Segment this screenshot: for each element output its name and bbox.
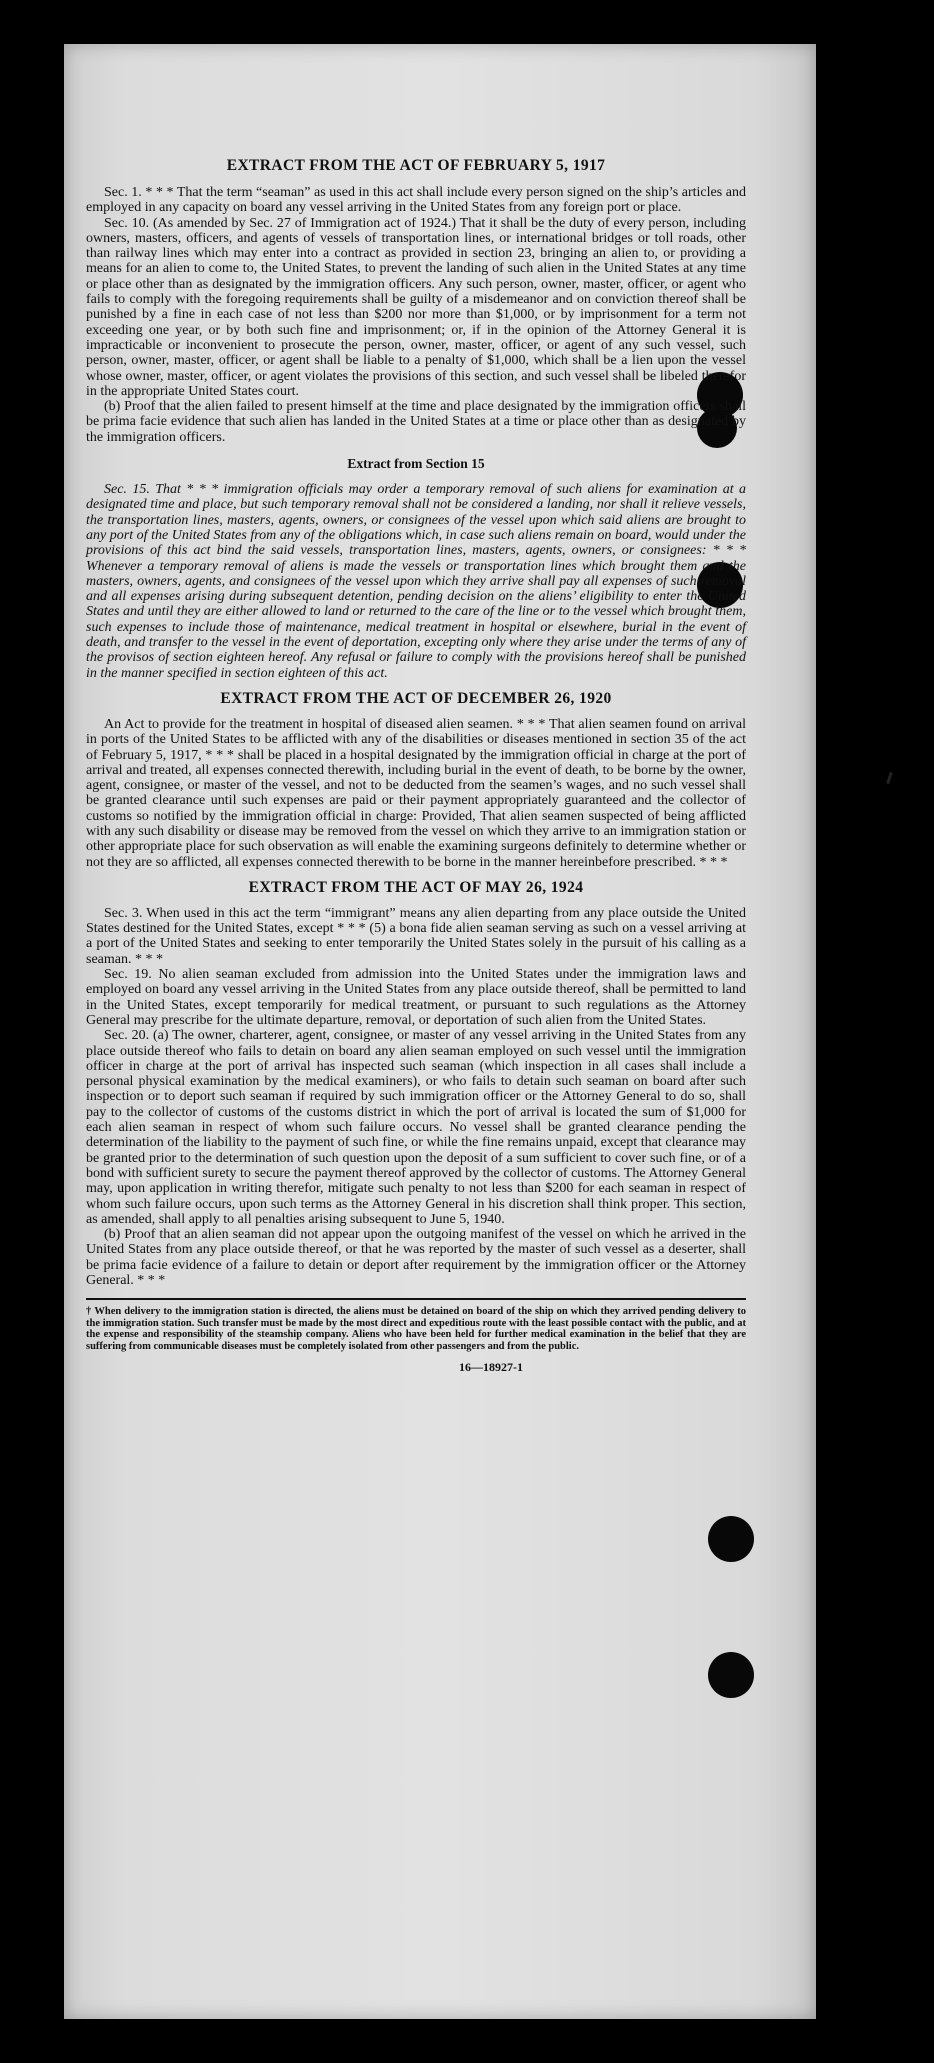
paragraph-sec-15: Sec. 15. That * * * immigration officials may order a temporary removal of such aliens for examination at a designated time and place, but such temporary removal shall not be considered a landing, nor shall it relieve vessels, the transportation lines, masters, agents, owners, or consignees of the vessel upon which said aliens are brought to any port of the United States from any of the obligations which, in case such aliens remain on board, would under the provisions of this act bind the said vessels, transportation lines, masters, agents, owners, or consignees: * * * Whenever a temporary removal of aliens is made the vessels or transportation lines which brought them and the masters, owners, agents, and consignees of the vessel upon which they arrive shall pay all expenses of such removal and all expenses arising during subsequent detention, pending decision on the aliens’ eligibility to enter the United States and until they are either allowed to land or returned to the care of the line or to the vessel which brought them, such expenses to include those of maintenance, medical treatment in hospital or elsewhere, burial in the event of death, and transfer to the vessel in the event of deportation, excepting only where they arise under the terms of any of the provisos of section eighteen hereof. Any refusal or failure to comply with the provisions hereof shall be punished in the manner specified in section eighteen of this act.	[86, 482, 746, 681]
paragraph-act-1920: An Act to provide for the treatment in hospital of diseased alien seamen. * * * That alien seamen found on arrival in ports of the United States to be afflicted with any of the disabilities or diseases mentioned in section 35 of the act of February 5, 1917, * * * shall be placed in a hospital designated by the immigration official in charge at the port of arrival and treated, all expenses connected therewith, including burial in the event of death, to be borne by the owner, agent, consignee, or master of the vessel, and not to be deducted from the seamen’s wages, and no such vessel shall be granted clearance until such expenses are paid or their payment appropriately guaranteed and the collector of customs so notified by the immigration official in charge: Provided, That alien seamen suspected of being afflicted with any such disability or disease may be removed from the vessel on which they arrive to an immigration station or other appropriate place for such observation as will enable the examining surgeons definitely to determine whether or not they are so afflicted, all expenses connected therewith to be borne in the manner hereinbefore prescribed. * * *	[86, 716, 746, 870]
paper-mark	[886, 772, 893, 784]
paragraph-sec-10-b: (b) Proof that the alien failed to present himself at the time and place designated by the immigration officers shall be prima facie evidence that such alien has landed in the United States at a time or place other than as designated by the immigration officers.	[86, 399, 746, 445]
form-number: 16—18927-1	[459, 1360, 523, 1375]
paragraph-sec-1: Sec. 1. * * * That the term “seaman” as used in this act shall include every person signed on the ship’s articles and employed in any capacity on board any vessel arriving in the United States from any foreign port or place.	[86, 185, 746, 216]
punch-hole-5	[708, 1652, 754, 1698]
paragraph-sec-3: Sec. 3. When used in this act the term “immigrant” means any alien departing from any place outside the United States destined for the United States, except * * * (5) a bona fide alien seaman serving as such on a vessel arriving at a port of the United States and seeking to enter temporarily the United States solely in the pursuit of his calling as a seaman. * * *	[86, 905, 746, 967]
footnote-divider	[86, 1298, 746, 1300]
paragraph-sec-20: Sec. 20. (a) The owner, charterer, agent, consignee, or master of any vessel arriving in the United States from any place outside thereof who fails to detain on board any alien seaman employed on such vessel until the immigration officer in charge at the port of arrival has inspected such seaman (which inspection in all cases shall include a personal physical examination by the medical examiners), or who fails to detain such seaman on board after such inspection or to deport such seaman if required by such immigration officer or the Attorney General to do so, shall pay to the collector of customs of the customs district in which the port of arrival is located the sum of $1,000 for each alien seaman in respect of whom such failure occurs. No vessel shall be granted clearance pending the determination of the liability to the payment of such fine, or while the fine remains unpaid, except that clearance may be granted prior to the determination of such question upon the deposit of a sum sufficient to cover such fine, or of a bond with sufficient surety to secure the payment thereof approved by the collector of customs. The Attorney General may, upon application in writing therefor, mitigate such penalty to not less than $200 for each seaman in respect of whom such failure occurs, upon such terms as the Attorney General in his discretion shall think proper. This section, as amended, shall apply to all penalties arising subsequent to June 5, 1940.	[86, 1028, 746, 1227]
heading-act-1920: EXTRACT FROM THE ACT OF DECEMBER 26, 1920	[220, 689, 612, 707]
footnote: † When delivery to the immigration station is directed, the aliens must be detained on board of the ship on which they arrived pending delivery to the immigration station. Such transfer must be made by the most direct and expeditious route with the least possible contact with the public, and at the expense and responsibility of the steamship company. Aliens who have been held for further medical examination in the belief that they are suffering from communicable diseases must be completely isolated from other passengers and from the public.	[86, 1306, 746, 1352]
document-body	[86, 76, 746, 1375]
subheading-section-15: Extract from Section 15	[347, 456, 485, 472]
paragraph-sec-20-b: (b) Proof that an alien seaman did not appear upon the outgoing manifest of the vessel on which he arrived in the United States from any place outside thereof, or that he was reported by the master of such vessel as a deserter, shall be prima facie evidence of a failure to detain or deport after requirement by the immigration officer or the Attorney General. * * *	[86, 1227, 746, 1288]
paragraph-sec-10: Sec. 10. (As amended by Sec. 27 of Immigration act of 1924.) That it shall be the duty of every person, including owners, masters, officers, and agents of vessels of transportation lines, or international bridges or toll roads, other than railway lines which may enter into a contract as provided in section 23, bringing an alien to, or providing a means for an alien to come to, the United States, to prevent the landing of such alien in the United States at any time or place other than as designated by the immigration officers. Any such person, owner, master, officer, or agent who fails to comply with the foregoing requirements shall be guilty of a misdemeanor and on conviction thereof shall be punished by a fine in each case of not less than $200 nor more than $1,000, or by imprisonment for a term not exceeding one year, or by both such fine and imprisonment; or, if in the opinion of the Attorney General it is impracticable or inconvenient to prosecute the person, owner, master, officer, or agent of any such vessel, such person, owner, master, officer, or agent shall be liable to a penalty of $1,000, which shall be a lien upon the vessel whose owner, master, officer, or agent violates the provisions of this section, and such vessel shall be libeled therefor in the appropriate United States court.	[86, 215, 746, 399]
paragraph-sec-19: Sec. 19. No alien seaman excluded from admission into the United States under the immigration laws and employed on board any vessel arriving in the United States from any place outside thereof, shall be permitted to land in the United States, except temporarily for medical treatment, or pursuant to such regulations as the Attorney General may prescribe for the ultimate departure, removal, or deportation of such alien from the United States.	[86, 967, 746, 1028]
heading-act-1924: EXTRACT FROM THE ACT OF MAY 26, 1924	[248, 878, 584, 896]
heading-act-1917: EXTRACT FROM THE ACT OF FEBRUARY 5, 1917	[226, 157, 606, 174]
punch-hole-4	[708, 1516, 754, 1562]
